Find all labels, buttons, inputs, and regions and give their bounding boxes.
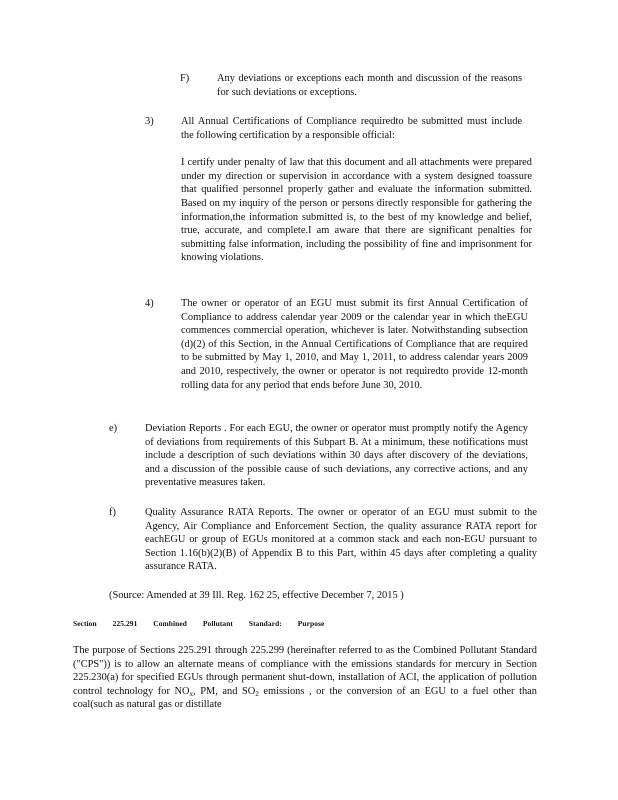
- item-f-lower: [109, 506, 537, 574]
- item-label: 4): [145, 298, 154, 309]
- purpose-text-part2: , PM, and SO: [193, 685, 256, 697]
- item-text: Quality Assurance RATA Reports. The owner or operator of an EGU must submit to the Agency, Air Compliance and Enforcement Section, the quality assurance RATA report for eachEGU or group of EGUs monitored at a common stack and each non-EGU pursuant to Section 1.16(b)(2)(B) of Appendix B to this Part, within 45 days after completing a quality assurance RATA.: [145, 507, 537, 573]
- item-4: [145, 297, 528, 392]
- section-heading: Section 225.291 Combined Pollutant Standard: Purpose: [73, 619, 325, 628]
- source-note: (Source: Amended at 39 Ill. Reg. 162 25, effective December 7, 2015 ): [109, 590, 404, 601]
- item-text: Any deviations or exceptions each month and discussion of the reasons for such deviations or exceptions.: [217, 73, 522, 98]
- certification-quote: I certify under penalty of law that this document and all attachments were prepared under my direction or supervision in accordance with a system designed toassure that qualified personnel properly gather and evaluate the information submitted. Based on my inquiry of the person or persons directly responsible for gathering the information,the information submitted is, to the best of my knowledge and belief, true, accurate, and complete.I am aware that there are significant penalties for submitting false information, including the possibility of fine and imprisonment for knowing violations.: [181, 157, 532, 264]
- purpose-text: [73, 644, 537, 712]
- item-label: e): [109, 423, 118, 434]
- item-text: All Annual Certifications of Compliance requiredto be submitted must include the following certification by a responsible official:: [181, 116, 522, 141]
- item-e: [109, 422, 528, 490]
- item-text: The owner or operator of an EGU must submit its first Annual Certification of Compliance to address calendar year 2009 or the calendar year in which theEGU commences commercial operation, whichever is later. Notwithstanding subsection (d)(2) of this Section, in the Annual Certifications of Compliance that are required to be submitted by May 1, 2010, and May 1, 2011, to address calendar years 2009 and 2010, respectively, the owner or operator is not requiredto provide 12-month rolling data for any period that ends before June 30, 2010.: [181, 298, 528, 391]
- purpose-paragraph: [73, 644, 537, 712]
- item-text: Deviation Reports . For each EGU, the owner or operator must promptly notify the Agency of deviations from requirements of this Subpart B. At a minimum, these notifications must include a description of such deviations within 30 days after discovery of the deviations, and a discussion of the possible cause of such deviations, any corrective actions, and any preventative measures taken.: [145, 423, 528, 489]
- purpose-text-part3: emissions , or the conversion of an EGU to a fuel other than coal(such as natural gas or distillate: [73, 685, 537, 711]
- item-label: F): [180, 73, 190, 84]
- item-label: f): [109, 507, 116, 518]
- item-3: [145, 115, 532, 265]
- purpose-text-part1: The purpose of Sections 225.291 through 225.299 (hereinafter referred to as the Combined Pollutant Standard ("CPS")) is to allow an alternate means of compliance with the emissions standards for mercury in Section 225.230(a) for specified EGUs through permanent shut-down, installation of ACI, the application of pollution control technology for NO: [73, 645, 537, 697]
- so2-subscript: 2: [255, 689, 259, 698]
- nox-subscript: x: [189, 689, 194, 698]
- item-f-upper: [180, 72, 522, 99]
- item-label: 3): [145, 116, 154, 127]
